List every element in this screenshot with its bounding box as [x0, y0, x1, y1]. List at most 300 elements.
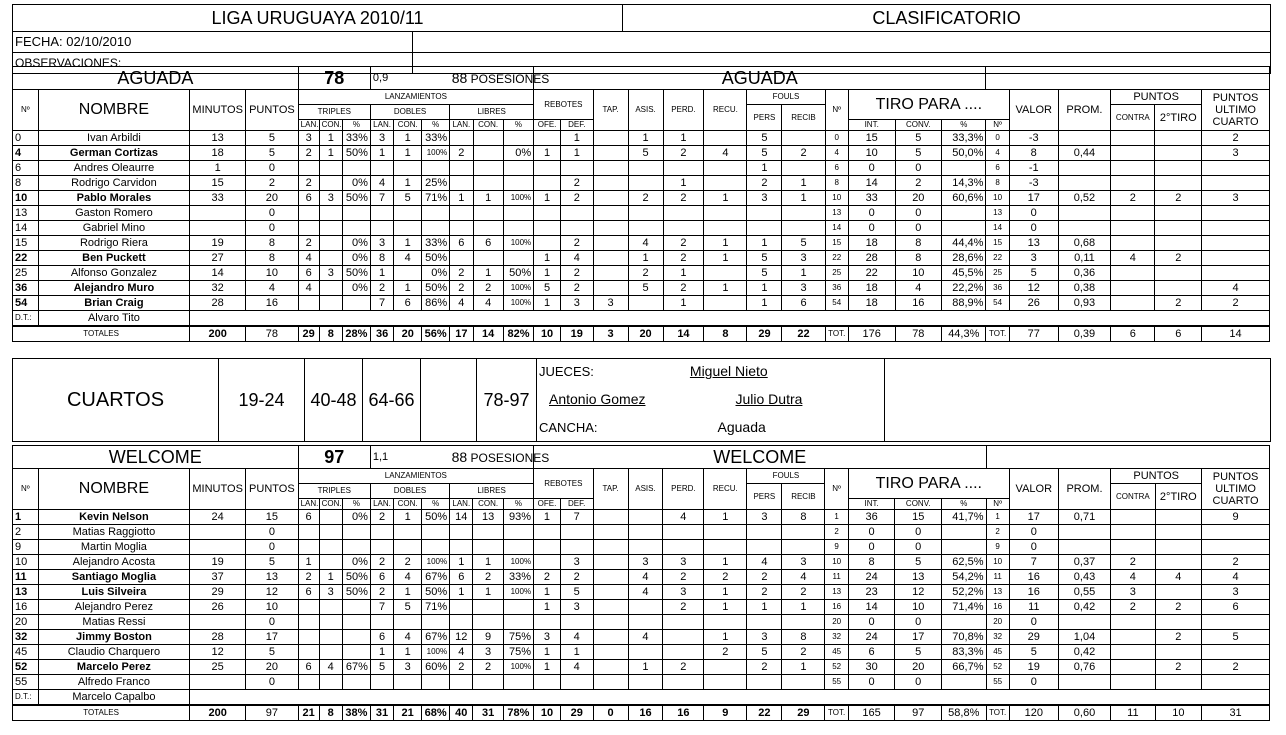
stat-cell [1111, 675, 1155, 690]
col-valor: VALOR [1009, 90, 1058, 131]
stat-cell [593, 191, 628, 206]
total-cell: 14 [473, 326, 503, 342]
stat-cell: 1 [319, 570, 342, 585]
stat-cell [782, 161, 825, 176]
stat-cell: 1 [370, 645, 393, 660]
col-pct: % [342, 499, 370, 510]
stat-cell [704, 206, 747, 221]
col-puntos-ultimo-cuarto [1202, 90, 1270, 131]
stat-cell: 3 [782, 281, 825, 296]
total-cell: 17 [450, 326, 473, 342]
stat-cell [1058, 176, 1110, 191]
total-cell: 11 [1111, 705, 1155, 721]
stat-cell [593, 615, 628, 630]
total-cell: 77 [1009, 326, 1058, 342]
stat-cell: 0,37 [1058, 555, 1110, 570]
stat-cell [593, 251, 628, 266]
stat-cell [628, 525, 663, 540]
col-conv: CONV. [895, 120, 942, 131]
stat-cell: 4 [986, 146, 1009, 161]
stat-cell: 0% [422, 266, 450, 281]
total-cell: 8 [319, 326, 342, 342]
stat-cell: 2 [298, 570, 319, 585]
stat-cell [782, 675, 825, 690]
stat-cell: 50% [342, 266, 370, 281]
col-puntos-group: PUNTOS [1111, 469, 1202, 484]
blank [190, 311, 1270, 327]
total-cell: 8 [704, 326, 747, 342]
col-int: INT. [848, 499, 895, 510]
stat-cell: 6 [370, 630, 393, 645]
player-number: 4 [13, 146, 39, 161]
stat-cell [1111, 266, 1155, 281]
col-pers: PERS [747, 105, 782, 131]
blank [885, 359, 1271, 442]
total-cell: 21 [394, 705, 422, 721]
stat-cell: 2 [370, 281, 393, 296]
stat-cell: 3 [560, 600, 593, 615]
stat-cell: 25% [422, 176, 450, 191]
stat-cell: 12 [190, 645, 246, 660]
stat-cell: 33% [422, 236, 450, 251]
stat-cell [1111, 510, 1155, 525]
stat-cell: 1 [704, 251, 747, 266]
stat-cell: 0 [848, 615, 895, 630]
stat-cell: 1 [560, 146, 593, 161]
stat-cell [747, 615, 782, 630]
col-libres: LIBRES [450, 484, 534, 499]
col-recu: RECU. [704, 90, 747, 131]
player-number: 55 [13, 675, 39, 690]
possessions-count: 88 [451, 448, 468, 465]
stat-cell: 4 [560, 660, 593, 675]
stat-cell: 1 [534, 266, 561, 281]
total-cell: 97 [246, 705, 298, 721]
stat-cell: 3 [663, 585, 704, 600]
team-score: 97 [298, 446, 370, 469]
stat-cell: 1 [782, 266, 825, 281]
stat-cell: 20 [246, 660, 298, 675]
stat-cell: 0 [246, 206, 299, 221]
col-conv: CONV. [895, 499, 942, 510]
total-cell: 31 [370, 705, 393, 721]
judge-2: Antonio Gomez [549, 391, 646, 407]
table-row [13, 630, 1270, 645]
total-cell: 40 [450, 705, 473, 721]
table-row [13, 615, 1270, 630]
col-pct: % [422, 499, 450, 510]
col-con: CON. [473, 499, 503, 510]
stat-cell [704, 131, 747, 146]
stat-cell [370, 615, 393, 630]
stat-cell: 50% [342, 146, 370, 161]
total-cell: 20 [394, 326, 422, 342]
stat-cell [663, 630, 704, 645]
stat-cell: 10 [895, 600, 942, 615]
stat-cell [473, 221, 503, 236]
stat-cell: 50% [342, 570, 370, 585]
stat-cell: 2 [628, 266, 663, 281]
stat-cell: 4 [560, 251, 593, 266]
stat-cell: 1 [298, 555, 319, 570]
stat-cell [1155, 266, 1202, 281]
stat-cell: 75% [503, 645, 533, 660]
stat-cell: 1 [473, 191, 503, 206]
stat-cell: 7 [1009, 555, 1058, 570]
stat-cell: 29 [190, 585, 246, 600]
stat-cell: 3 [534, 630, 561, 645]
stat-cell [560, 675, 593, 690]
stat-cell: 9 [986, 540, 1009, 555]
stat-cell: 28,6% [942, 251, 986, 266]
stat-cell: 41,7% [942, 510, 986, 525]
puntos-ultimo-line: PUNTOS [1212, 92, 1259, 104]
stat-cell: 16 [1009, 570, 1058, 585]
player-name: Jimmy Boston [38, 630, 190, 645]
stat-cell: 4 [370, 176, 393, 191]
stat-cell: 2 [782, 146, 825, 161]
stat-cell [190, 615, 246, 630]
stat-cell: 18 [848, 236, 895, 251]
stat-cell [1111, 236, 1155, 251]
stat-cell: 1 [394, 510, 422, 525]
stat-cell [1155, 540, 1202, 555]
stat-cell: 13 [1009, 236, 1058, 251]
col-puntos-group: PUNTOS [1111, 90, 1202, 105]
stat-cell [1155, 585, 1202, 600]
stat-cell [593, 555, 628, 570]
stat-cell: 5 [246, 146, 299, 161]
stat-cell: 32 [825, 630, 848, 645]
stat-cell: 1 [704, 555, 747, 570]
stat-cell: 50% [422, 251, 450, 266]
stat-cell [319, 630, 342, 645]
stat-cell: 1 [747, 296, 782, 311]
stat-cell: 86% [422, 296, 450, 311]
player-name: Pablo Morales [38, 191, 190, 206]
col-lanzamientos: LANZAMIENTOS [298, 90, 534, 105]
player-name: Gaston Romero [38, 206, 190, 221]
col-int: INT. [848, 120, 895, 131]
possessions-label: POSESIONES [470, 71, 550, 86]
table-row [13, 146, 1270, 161]
date-label: FECHA: 02/10/2010 [13, 32, 413, 53]
col-dobles: DOBLES [370, 105, 449, 120]
stat-cell: 3 [1202, 585, 1270, 600]
stat-cell: 1 [663, 296, 704, 311]
stat-cell [394, 221, 422, 236]
stat-cell: 33% [422, 131, 450, 146]
stat-cell: 5 [895, 555, 942, 570]
judges-label: JUECES: [539, 364, 594, 379]
stat-cell: 6 [394, 296, 422, 311]
player-number: 20 [13, 615, 39, 630]
stat-cell: 3 [663, 555, 704, 570]
col-perd: PERD. [663, 469, 704, 510]
stat-cell [450, 131, 473, 146]
stat-cell [534, 221, 561, 236]
stat-cell: 6 [450, 570, 473, 585]
stat-cell: 0,42 [1058, 645, 1110, 660]
total-cell: 56% [422, 326, 450, 342]
stat-cell [319, 176, 342, 191]
stat-cell: 22,2% [942, 281, 986, 296]
stat-cell: 0 [895, 525, 942, 540]
stat-cell [782, 540, 825, 555]
stat-cell: 5 [246, 645, 298, 660]
stat-cell: 4 [1155, 570, 1202, 585]
player-name: Claudio Charquero [38, 645, 190, 660]
stat-cell [593, 236, 628, 251]
stat-cell [319, 600, 342, 615]
stat-cell: 50% [422, 510, 450, 525]
stat-cell: 1 [534, 510, 561, 525]
tot-label: TOT. [825, 326, 848, 342]
player-number: 10 [13, 191, 39, 206]
stat-cell: 2 [560, 266, 593, 281]
col-prom: PROM. [1058, 469, 1110, 510]
col-con: CON. [319, 120, 342, 131]
stat-cell: 3 [747, 191, 782, 206]
stat-cell [319, 555, 342, 570]
stat-cell [342, 615, 370, 630]
stat-cell: 20 [986, 615, 1009, 630]
stat-cell: 2 [1202, 296, 1270, 311]
stat-cell: 1 [394, 236, 422, 251]
stat-cell: 1,04 [1058, 630, 1110, 645]
stat-cell [342, 296, 370, 311]
table-row [13, 510, 1270, 525]
stat-cell: 0,11 [1058, 251, 1110, 266]
table-row [13, 600, 1270, 615]
stat-cell [503, 540, 533, 555]
stat-cell [593, 570, 628, 585]
stat-cell: 1 [394, 146, 422, 161]
stat-cell [503, 675, 533, 690]
team-name-right: AGUADA [534, 67, 986, 90]
blank [986, 67, 1270, 90]
col-con: CON. [473, 120, 503, 131]
stat-cell: 2 [1155, 191, 1202, 206]
stat-cell: 88,9% [942, 296, 986, 311]
stat-cell: 5 [747, 131, 782, 146]
stat-cell: 2 [560, 281, 593, 296]
total-cell: 6 [1155, 326, 1202, 342]
player-name: Luis Silveira [38, 585, 190, 600]
stat-cell: 0 [848, 206, 895, 221]
stat-cell: 19 [1009, 660, 1058, 675]
player-name: Alfredo Franco [38, 675, 190, 690]
stat-cell: 5 [394, 600, 422, 615]
stat-cell [704, 176, 747, 191]
col-contra: CONTRA [1111, 105, 1155, 131]
stat-cell: 18 [848, 281, 895, 296]
venue-row [537, 415, 885, 442]
stat-cell [503, 221, 533, 236]
col-no-3: Nº [986, 499, 1009, 510]
stat-cell: 5 [1009, 266, 1058, 281]
quarters-officials-table [12, 358, 1271, 442]
player-number: 16 [13, 600, 39, 615]
stat-cell: 55 [986, 675, 1009, 690]
total-cell: 44,3% [942, 326, 986, 342]
stat-cell: 1 [747, 161, 782, 176]
col-no: Nº [13, 90, 39, 131]
stat-cell [422, 675, 450, 690]
stat-cell: 1 [473, 555, 503, 570]
total-cell: 36 [370, 326, 393, 342]
stat-cell: 5 [534, 281, 561, 296]
stat-cell [560, 221, 593, 236]
player-number: 6 [13, 161, 39, 176]
table-row [13, 660, 1270, 675]
stat-cell [370, 221, 393, 236]
stat-cell [1202, 161, 1270, 176]
col-fouls: FOULS [747, 469, 825, 484]
stat-cell: 1 [370, 146, 393, 161]
stat-cell: 50% [342, 585, 370, 600]
stat-cell [473, 615, 503, 630]
stat-cell [422, 540, 450, 555]
stat-cell: 5 [895, 131, 942, 146]
coach-label: D.T.: [13, 690, 39, 706]
stat-cell: 5 [560, 585, 593, 600]
stat-cell [782, 525, 825, 540]
player-number: 13 [13, 585, 39, 600]
stat-cell: 2 [663, 146, 704, 161]
stat-cell: 1 [747, 281, 782, 296]
stat-cell [1111, 146, 1155, 161]
stat-cell [628, 296, 663, 311]
stat-cell: 52 [825, 660, 848, 675]
player-number: 0 [13, 131, 39, 146]
stat-cell: 1 [534, 645, 561, 660]
stat-cell [1058, 540, 1110, 555]
stat-cell: 28 [190, 296, 246, 311]
totales-label: TOTALES [13, 326, 190, 342]
stat-cell: 4 [1202, 570, 1270, 585]
player-name: Kevin Nelson [38, 510, 190, 525]
total-cell: 38% [342, 705, 370, 721]
stat-cell [319, 615, 342, 630]
stat-cell [503, 176, 533, 191]
col-lan: LAN. [450, 120, 473, 131]
stat-cell: 0,55 [1058, 585, 1110, 600]
stat-cell: 100% [503, 296, 533, 311]
stat-cell: 55 [825, 675, 848, 690]
stat-cell: 2 [370, 555, 393, 570]
stat-cell: 37 [190, 570, 246, 585]
stat-cell: 0% [342, 176, 370, 191]
stat-cell: 2 [782, 645, 825, 660]
stat-cell [190, 540, 246, 555]
stat-cell: 45,5% [942, 266, 986, 281]
stat-cell [534, 236, 561, 251]
total-cell: 16 [663, 705, 704, 721]
col-ofe: OFE. [534, 499, 561, 510]
col-ofe: OFE. [534, 120, 561, 131]
stat-cell: 45 [986, 645, 1009, 660]
stat-cell [342, 540, 370, 555]
stat-cell: 16 [825, 600, 848, 615]
stat-cell [450, 161, 473, 176]
stat-cell: 5 [747, 251, 782, 266]
stat-cell: 0,52 [1058, 191, 1110, 206]
stat-cell: 14 [848, 176, 895, 191]
puntos-ultimo-line: CUARTO [1212, 495, 1259, 507]
table-row [13, 266, 1270, 281]
stat-cell: 5 [370, 660, 393, 675]
stat-cell [534, 161, 561, 176]
stat-cell: 54 [986, 296, 1009, 311]
stat-cell [473, 251, 503, 266]
stat-cell: 6 [298, 585, 319, 600]
col-puntos-ultimo-cuarto [1202, 469, 1270, 510]
stat-cell [1202, 266, 1270, 281]
stat-cell [298, 525, 319, 540]
stat-cell [1111, 645, 1155, 660]
stat-cell [1058, 525, 1110, 540]
player-name: Alejandro Acosta [38, 555, 190, 570]
col-rebotes: REBOTES [534, 90, 593, 120]
stat-cell [1111, 525, 1155, 540]
stat-cell: 2 [663, 281, 704, 296]
stat-cell: 66,7% [942, 660, 986, 675]
stat-cell: 15 [246, 510, 298, 525]
stat-cell: 15 [986, 236, 1009, 251]
player-name: Andres Oleaurre [38, 161, 190, 176]
player-number: 15 [13, 236, 39, 251]
stat-cell [534, 176, 561, 191]
stat-cell [534, 525, 561, 540]
stat-cell [370, 675, 393, 690]
stat-cell: 13 [986, 585, 1009, 600]
stat-cell: 6 [986, 161, 1009, 176]
stat-cell [1111, 540, 1155, 555]
stat-cell [1058, 615, 1110, 630]
stat-cell: 0 [246, 161, 299, 176]
col-puntos: PUNTOS [246, 90, 299, 131]
stat-cell [1202, 236, 1270, 251]
stat-cell: 1 [319, 146, 342, 161]
stat-cell: 0 [986, 131, 1009, 146]
stat-cell [593, 176, 628, 191]
stat-cell: 1 [534, 600, 561, 615]
player-name: Santiago Moglia [38, 570, 190, 585]
puntos-ultimo-line: CUARTO [1212, 116, 1259, 128]
stat-cell: 33% [342, 131, 370, 146]
stat-cell: 1 [394, 131, 422, 146]
stat-cell: 3 [298, 131, 319, 146]
stat-cell: 2 [560, 191, 593, 206]
stat-cell: 5 [747, 146, 782, 161]
stat-cell: 100% [503, 585, 533, 600]
stat-cell: 2 [1202, 131, 1270, 146]
stat-cell: 2 [663, 191, 704, 206]
stat-cell: 3 [394, 660, 422, 675]
total-cell: 29 [747, 326, 782, 342]
stat-cell [782, 206, 825, 221]
stat-cell [394, 675, 422, 690]
stat-cell [503, 600, 533, 615]
stat-cell: 0 [848, 540, 895, 555]
stat-cell: 5 [1202, 630, 1270, 645]
stat-cell: 17 [1009, 191, 1058, 206]
totales-label: TOTALES [13, 705, 190, 721]
stat-cell: 22 [986, 251, 1009, 266]
stat-cell: 2 [663, 251, 704, 266]
col-rebotes: REBOTES [534, 469, 593, 499]
